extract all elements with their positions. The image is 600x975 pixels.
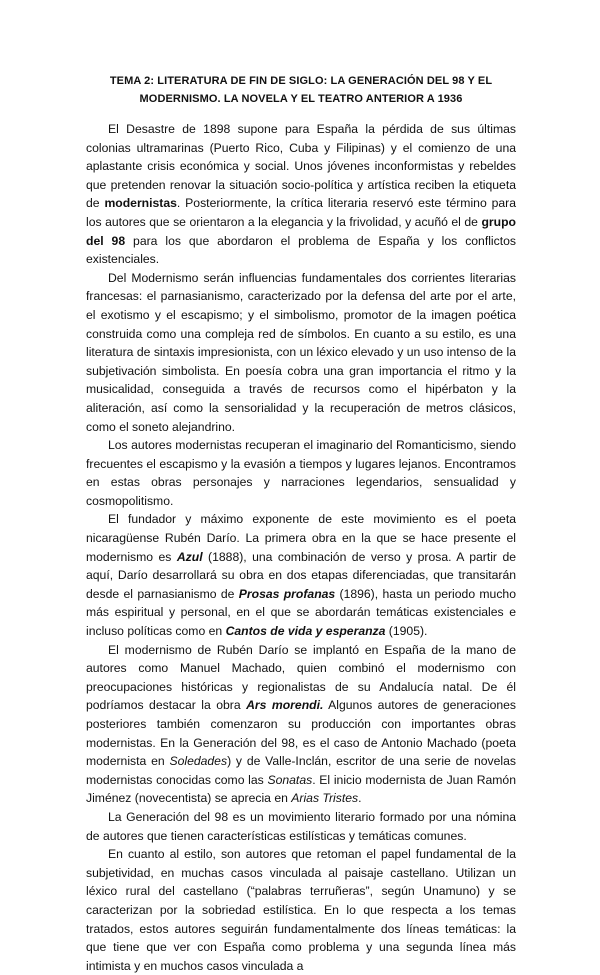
paragraph-generacion-98: La Generación del 98 es un movimiento literario formado por una nómina de autores que tienen características estilísticas y temáticas comunes.	[86, 809, 516, 843]
work-arias-tristes: Arias Tristes	[291, 791, 359, 806]
title-line-2: MODERNISMO. LA NOVELA Y EL TEATRO ANTERIOR A 1936	[139, 93, 463, 105]
work-ars-morendi: Ars morendi.	[246, 698, 324, 713]
paragraph-desastre-98: El Desastre de 1898 supone para España la pérdida de sus últimas colonias ultramarinas (Puerto Rico, Cuba y Filipinas) y el comienzo de una aplastante crisis económica y social. Unos jóvenes inconformistas y rebeldes que pretenden renovar la situación socio-política y artística reciben la etiqueta de modernistas. Posteriormente, la crítica literaria reservó este término para los autores que se orientaron a la elegancia y la frivolidad, y acuñó el de grupo del 98 para los que abordaron el problema de España y los conflictos existenciales.	[86, 122, 516, 267]
paragraph-ruben-dario: El fundador y máximo exponente de este movimiento es el poeta nicaragüense Rubén Darío. La primera obra en la que se hace presente el modernismo es Azul (1888), una combinación de verso y prosa. A partir de aquí, Darío desarrollará su obra en dos etapas diferenciadas, que transitarán desde el parnasianismo de Prosas profanas (1896), hasta un periodo mucho más espiritual y personal, en el que se abordarán temáticas existenciales e incluso políticas como en Cantos de vida y esperanza (1905).	[86, 512, 517, 639]
paragraph-influencias: Del Modernismo serán influencias fundamentales dos corrientes literarias francesas: el parnasianismo, caracterizado por la defensa del arte por el arte, el exotismo y el escapismo; y el simbolismo, promotor de la imagen poética construida como una compleja red de símbolos. En cuanto a su estilo, es una literatura de sintaxis impresionista, con un léxico elevado y un uso intenso de la subjetivación simbolista. En poesía cobra una gran importancia el ritmo y la musicalidad, conseguida a través de recursos como el hipérbaton y la aliteración, así como la sensorialidad y la recuperación de metros clásicos, como el soneto alejandrino.	[86, 270, 516, 434]
term-grupo-del-98: grupo del 98	[86, 214, 516, 248]
work-sonatas: Sonatas	[267, 772, 313, 787]
document-title	[86, 72, 516, 108]
title-line-1: TEMA 2: LITERATURA DE FIN DE SIGLO: LA GENERACIÓN DEL 98 Y EL	[109, 75, 493, 87]
term-modernistas: modernistas	[104, 196, 177, 211]
paragraph-modernismo-espana: El modernismo de Rubén Darío se implantó en España de la mano de autores como Manuel Machado, quien combinó el modernismo con preocupaciones históricas y regionalistas de su Andalucía natal. De él podríamos destacar la obra Ars morendi. Algunos autores de generaciones posteriores también comenzaron su producción con importantes obras modernistas. En la Generación del 98, es el caso de Antonio Machado (poeta modernista en Soledades) y de Valle-Inclán, escritor de una serie de novelas modernistas conocidas como las Sonatas. El inicio modernista de Juan Ramón Jiménez (novecentista) se aprecia en Arias Tristes.	[86, 642, 516, 806]
work-prosas-profanas: Prosas profanas	[238, 586, 336, 601]
work-soledades: Soledades	[169, 754, 228, 769]
work-azul: Azul	[176, 549, 203, 564]
work-cantos-de-vida: Cantos de vida y esperanza	[225, 624, 386, 639]
paragraph-estilo: En cuanto al estilo, son autores que retoman el papel fundamental de la subjetividad, en muchas casos vinculada al paisaje castellano. Utilizan un léxico rural del castellano (“palabras terruñeras”, según Unamuno) y se caracterizan por la sobriedad estilística. En lo que respecta a los temas tratados, estos autores seguirán fundamentalmente dos líneas temáticas: la que tiene que ver con España como problema y una segunda línea más intimista y en muchos casos vinculada a	[86, 847, 516, 973]
paragraph-romanticismo: Los autores modernistas recuperan el imaginario del Romanticismo, siendo frecuentes el escapismo y la evasión a tiempos y lugares lejanos. Encontramos en estas obras personajes y narraciones legendarios, sensualidad y cosmopolitismo.	[86, 438, 516, 508]
